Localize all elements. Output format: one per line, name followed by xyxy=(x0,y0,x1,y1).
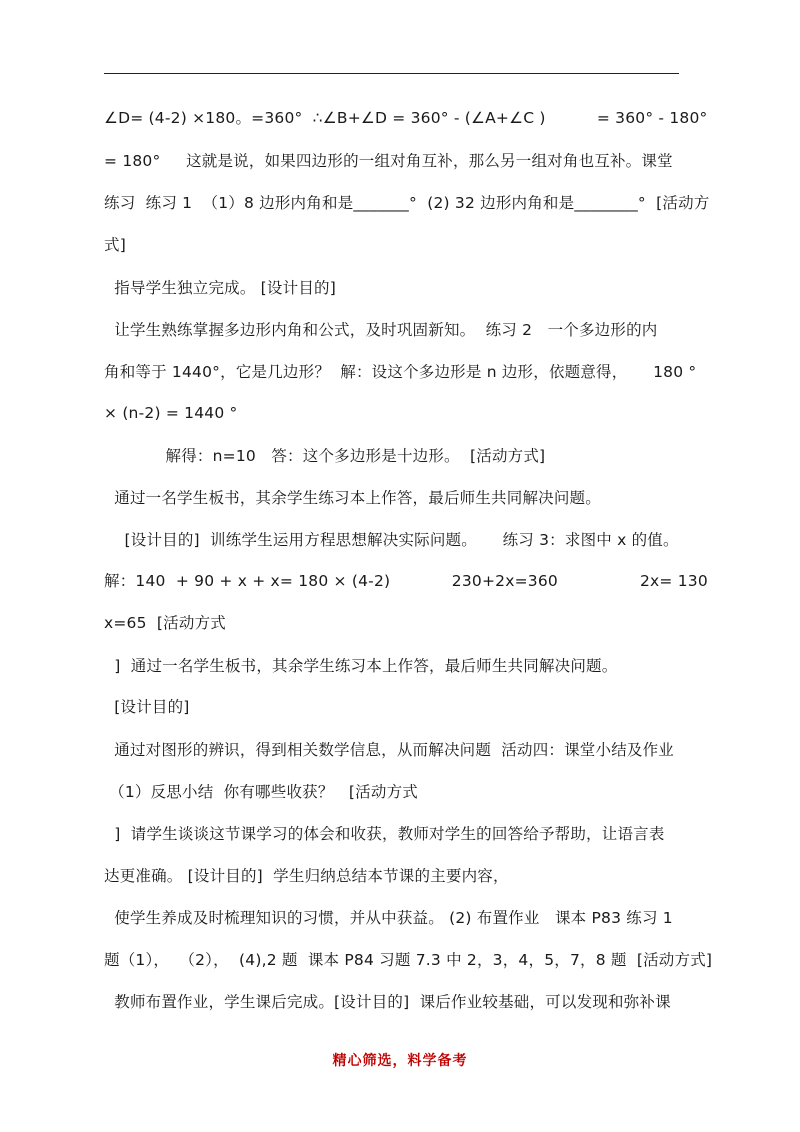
text-line: （1）反思小结 你有哪些收获？ [活动方式 xyxy=(104,783,418,801)
text-line: × (n-2) = 1440 ° xyxy=(104,404,238,422)
text-line: 让学生熟练掌握多边形内角和公式，及时巩固新知。 练习 2 一个多边形的内 xyxy=(104,321,658,339)
text-line: 角和等于 1440°，它是几边形？ 解：设这个多边形是 n 边形，依题意得， 180 ° xyxy=(104,363,697,381)
text-line: ∠D= (4-2) ×180。=360° ∴∠B+∠D = 360° - (∠A+∠C ) = 360° - 180° xyxy=(104,109,708,127)
text-line: 通过一名学生板书，其余学生练习本上作答，最后师生共同解决问题。 xyxy=(104,489,601,507)
text-line: 使学生养成及时梳理知识的习惯，并从中获益。 (2) 布置作业 课本 P83 练习 1 xyxy=(104,909,673,927)
text-line: ] 通过一名学生板书，其余学生练习本上作答，最后师生共同解决问题。 xyxy=(104,657,618,675)
page-footer: 精心筛选，料学备考 xyxy=(332,1053,468,1069)
text-line: 教师布置作业，学生课后完成。[设计目的] 课后作业较基础，可以发现和弥补课 xyxy=(104,993,671,1011)
text-line: x=65 [活动方式 xyxy=(104,614,226,632)
text-line: 题（1）， （2）， (4),2 题 课本 P84 习题 7.3 中 2，3，4，5，7，8 题 [活动方式] xyxy=(104,951,713,969)
text-line: ] 请学生谈谈这节课学习的体会和收获，教师对学生的回答给予帮助，让语言表 xyxy=(104,825,665,843)
text-line: [设计目的] xyxy=(104,698,190,716)
text-line: 解：140 + 90 + x + x= 180 × (4-2) 230+2x=360 2x= 130 xyxy=(104,572,708,590)
text-line: 解得：n=10 答：这个多边形是十边形。 [活动方式] xyxy=(104,447,546,465)
text-line: 达更准确。 [设计目的] 学生归纳总结本节课的主要内容， xyxy=(104,867,509,885)
header-rule xyxy=(104,73,679,74)
text-line: 通过对图形的辨识，得到相关数学信息，从而解决问题 活动四：课堂小结及作业 xyxy=(104,741,675,759)
text-line: 指导学生独立完成。 [设计目的] xyxy=(104,279,336,297)
text-line: 练习 练习 1 （1）8 边形内角和是_______° (2) 32 边形内角和是________° [活动方 xyxy=(104,194,710,212)
text-line: 式] xyxy=(104,236,126,254)
text-line: = 180° 这就是说，如果四边形的一组对角互补，那么另一组对角也互补。课堂 xyxy=(104,152,673,170)
text-line: [设计目的] 训练学生运用方程思想解决实际问题。 练习 3：求图中 x 的值。 xyxy=(104,531,679,549)
